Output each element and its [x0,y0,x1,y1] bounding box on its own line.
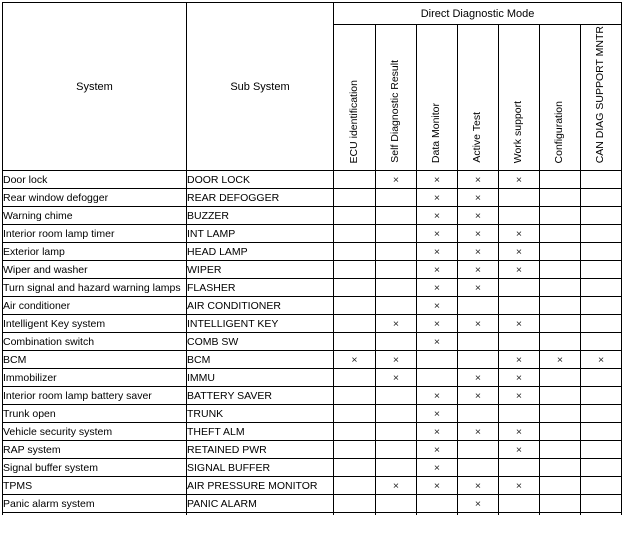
system-column-header: System [3,3,187,171]
system-cell: Turn signal and hazard warning lamps [3,279,187,297]
mark-cell [499,189,540,207]
cropped-next-row [3,513,622,515]
system-cell: Vehicle security system [3,423,187,441]
system-cell: Intelligent Key system [3,315,187,333]
system-cell: TPMS [3,477,187,495]
mark-cell [334,495,376,513]
mark-cell: × [417,405,458,423]
mark-cell: × [540,351,581,369]
mark-cell [581,261,622,279]
mark-cell: × [499,315,540,333]
mark-cell [540,333,581,351]
mark-cell [540,477,581,495]
mark-cell [540,189,581,207]
mark-cell: × [417,171,458,189]
mark-cell [334,207,376,225]
mark-cell [458,459,499,477]
mark-cell [581,243,622,261]
mark-cell: × [499,369,540,387]
mark-cell [581,423,622,441]
mark-cell [540,405,581,423]
table-row [3,207,622,225]
subsystem-cell: BCM [187,351,334,369]
subsystem-cell: WIPER [187,261,334,279]
mark-cell: × [499,243,540,261]
mode-header-label: ECU identification [347,79,360,163]
table-row [3,441,622,459]
subsystem-cell: RETAINED PWR [187,441,334,459]
mark-cell [499,297,540,315]
mark-cell [581,207,622,225]
mark-cell: × [458,315,499,333]
mark-cell [540,441,581,459]
mark-cell [458,297,499,315]
mark-cell [581,405,622,423]
table-row [3,243,622,261]
mode-header-label: Data Monitor [430,102,443,163]
mark-cell [334,297,376,315]
subsystem-cell: TRUNK [187,405,334,423]
mark-cell [376,189,417,207]
system-cell: Interior room lamp battery saver [3,387,187,405]
mark-cell [540,369,581,387]
mode-header-self-diagnostic-result [376,25,417,171]
mark-cell: × [499,351,540,369]
mark-cell [334,369,376,387]
mark-cell [581,369,622,387]
mark-cell [540,207,581,225]
mark-cell: × [417,243,458,261]
system-cell: Trunk open [3,405,187,423]
mark-cell [499,207,540,225]
mark-cell: × [417,423,458,441]
mark-cell [499,279,540,297]
subsystem-cell: INT LAMP [187,225,334,243]
subsystem-cell: BUZZER [187,207,334,225]
table-row [3,225,622,243]
mark-cell [334,333,376,351]
mark-cell: × [417,441,458,459]
table-row [3,495,622,513]
mark-cell [458,405,499,423]
mark-cell: × [499,261,540,279]
mark-cell: × [458,423,499,441]
mark-cell: × [417,315,458,333]
table-row [3,261,622,279]
mark-cell [376,261,417,279]
system-cell: RAP system [3,441,187,459]
mark-cell [458,333,499,351]
mark-cell: × [458,495,499,513]
mark-cell: × [458,243,499,261]
mark-cell [334,279,376,297]
mark-cell [499,405,540,423]
subsystem-cell: FLASHER [187,279,334,297]
table-row [3,369,622,387]
mark-cell: × [417,297,458,315]
mark-cell [581,459,622,477]
mark-cell [581,495,622,513]
table-row [3,477,622,495]
mode-header-label: Active Test [471,112,484,163]
subsystem-cell: HEAD LAMP [187,243,334,261]
mark-cell: × [376,477,417,495]
mark-cell [334,243,376,261]
mark-cell [334,189,376,207]
table-row [3,297,622,315]
mark-cell [376,225,417,243]
mark-cell: × [458,477,499,495]
mark-cell [540,279,581,297]
system-cell: Door lock [3,171,187,189]
mark-cell [581,297,622,315]
mark-cell: × [458,279,499,297]
group-header-row [3,3,622,25]
mark-cell [334,261,376,279]
mark-cell [334,459,376,477]
system-cell: Rear window defogger [3,189,187,207]
mark-cell [540,423,581,441]
mark-cell [334,225,376,243]
mode-header-ecu-identification [334,25,376,171]
mark-cell: × [417,477,458,495]
table-row [3,459,622,477]
mark-cell: × [417,261,458,279]
mark-cell [334,477,376,495]
mark-cell: × [458,369,499,387]
cropped-row-stub [3,513,622,515]
mark-cell [376,405,417,423]
mark-cell [499,333,540,351]
mode-header-label: Configuration [553,100,566,163]
table-row [3,387,622,405]
mode-header-can-diag-support-mntr [581,25,622,171]
mark-cell [581,333,622,351]
mark-cell [376,387,417,405]
mark-cell: × [499,423,540,441]
mark-cell: × [417,207,458,225]
mark-cell [376,243,417,261]
mode-header-label: Work support [512,100,525,163]
system-cell: Combination switch [3,333,187,351]
system-cell: Interior room lamp timer [3,225,187,243]
mark-cell [540,261,581,279]
table-row [3,315,622,333]
subsystem-cell: REAR DEFOGGER [187,189,334,207]
mode-header-work-support [499,25,540,171]
table-row [3,423,622,441]
mode-header-label: CAN DIAG SUPPORT MNTR [594,25,607,163]
mark-cell [581,441,622,459]
mark-cell: × [458,387,499,405]
mark-cell: × [417,387,458,405]
mark-cell: × [417,279,458,297]
sub-system-column-header: Sub System [187,3,334,171]
mark-cell: × [376,369,417,387]
mode-header-active-test [458,25,499,171]
mark-cell [581,387,622,405]
mark-cell [376,459,417,477]
mark-cell [540,459,581,477]
table-row [3,333,622,351]
mark-cell [540,315,581,333]
mark-cell [581,477,622,495]
mark-cell [334,441,376,459]
mark-cell [417,495,458,513]
subsystem-cell: IMMU [187,369,334,387]
mark-cell [376,297,417,315]
mark-cell: × [376,351,417,369]
mark-cell [540,171,581,189]
mark-cell [417,351,458,369]
mark-cell [376,441,417,459]
mark-cell [499,495,540,513]
table-body [3,171,622,513]
mode-header-label: Self Diagnostic Result [389,60,402,163]
system-cell: Signal buffer system [3,459,187,477]
table-row [3,351,622,369]
mark-cell [581,279,622,297]
mark-cell: × [417,459,458,477]
mark-cell [376,279,417,297]
system-cell: Air conditioner [3,297,187,315]
table-row [3,405,622,423]
mark-cell [540,225,581,243]
mark-cell: × [499,171,540,189]
subsystem-cell: SIGNAL BUFFER [187,459,334,477]
mark-cell: × [499,477,540,495]
mark-cell: × [334,351,376,369]
subsystem-cell: AIR CONDITIONER [187,297,334,315]
mark-cell [540,495,581,513]
mark-cell: × [458,171,499,189]
table-header [3,3,622,171]
system-cell: Warning chime [3,207,187,225]
subsystem-cell: DOOR LOCK [187,171,334,189]
mark-cell [540,387,581,405]
mark-cell: × [458,189,499,207]
table-row [3,189,622,207]
mark-cell: × [581,351,622,369]
subsystem-cell: PANIC ALARM [187,495,334,513]
subsystem-cell: COMB SW [187,333,334,351]
system-cell: Panic alarm system [3,495,187,513]
mode-header-data-monitor [417,25,458,171]
mark-cell [540,243,581,261]
system-cell: Wiper and washer [3,261,187,279]
subsystem-cell: AIR PRESSURE MONITOR [187,477,334,495]
mark-cell [581,225,622,243]
subsystem-cell: BATTERY SAVER [187,387,334,405]
mark-cell: × [458,261,499,279]
mark-cell [376,207,417,225]
mark-cell: × [417,225,458,243]
subsystem-cell: INTELLIGENT KEY [187,315,334,333]
mark-cell [334,387,376,405]
mark-cell [334,315,376,333]
mark-cell [499,459,540,477]
mark-cell [376,423,417,441]
mark-cell: × [499,387,540,405]
mark-cell: × [376,171,417,189]
diagnostic-mode-table [2,2,622,515]
mode-header-configuration [540,25,581,171]
mark-cell [334,423,376,441]
mark-cell [540,297,581,315]
mark-cell: × [376,315,417,333]
mark-cell: × [499,441,540,459]
mark-cell: × [499,225,540,243]
table-row [3,171,622,189]
mark-cell [376,495,417,513]
mark-cell: × [458,207,499,225]
mark-cell [581,189,622,207]
mark-cell [581,171,622,189]
mark-cell [334,171,376,189]
mark-cell: × [417,333,458,351]
mark-cell [334,405,376,423]
system-cell: Exterior lamp [3,243,187,261]
mark-cell [458,441,499,459]
mark-cell [376,333,417,351]
table-row [3,279,622,297]
mark-cell [581,315,622,333]
mark-cell: × [417,189,458,207]
mark-cell [417,369,458,387]
system-cell: Immobilizer [3,369,187,387]
mark-cell: × [458,225,499,243]
system-cell: BCM [3,351,187,369]
subsystem-cell: THEFT ALM [187,423,334,441]
direct-diagnostic-mode-header: Direct Diagnostic Mode [334,3,622,25]
mark-cell [458,351,499,369]
